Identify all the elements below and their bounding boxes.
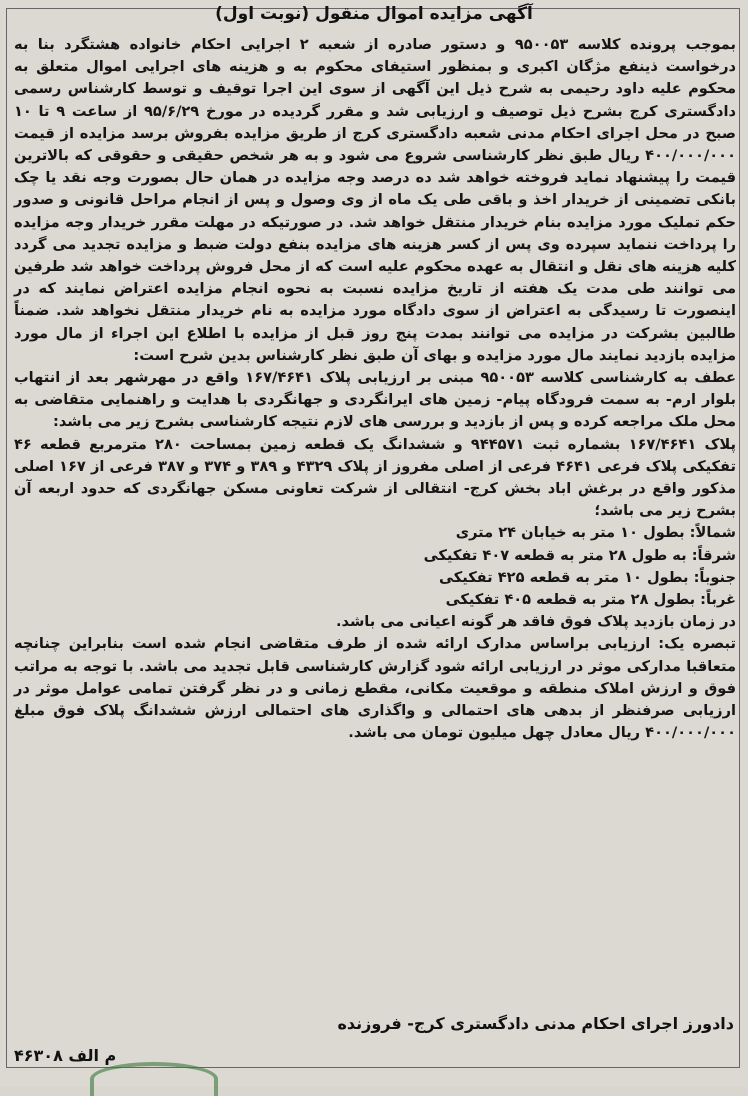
notice-code: م الف ۴۶۳۰۸ xyxy=(14,1046,117,1065)
boundary-west: غرباً: بطول ۲۸ متر به قطعه ۴۰۵ تفکیکی xyxy=(445,591,736,609)
notice-body xyxy=(14,34,736,745)
paragraph-note-one: تبصره یک: ارزیابی براساس مدارک ارائه شده از طرف متقاضی انجام شده است بنابراین چنانچه متعاقبا مدارکی موثر در ارزیابی ارائه شود گزارش کارشناسی قابل تجدید می باشد. با توجه به مراتب فوق و ارزش املاک منطقه و موقعیت مکانی، مقطع زمانی و در نظر گرفتن تمامی عوامل موثر در ارزیابی صرفنظر از بدهی های احتمالی و واگذاری های احتمالی ارزش ششدانگ پلاک فوق مبلغ ۴۰۰/۰۰۰/۰۰۰ ریال معادل چهل میلیون تومان می باشد. xyxy=(14,635,736,742)
boundary-east: شرقاً: به طول ۲۸ متر به قطعه ۴۰۷ تفکیکی xyxy=(423,546,736,564)
notice-title: آگهی مزایده اموال منقول (نوبت اول) xyxy=(215,4,533,24)
paragraph-expert-reference: عطف به کارشناسی کلاسه ۹۵۰۰۵۳ مبنی بر ارزیابی پلاک ۱۶۷/۴۶۴۱ واقع در مهرشهر بعد از انتهاب بلوار ارم- به سمت فرودگاه پیام- زمین های ایرانگردی و جهانگردی با هدایت و راهنمایی متقاضی به محل ملک مراجعه کرده و پس از بازدید و بررسی های لازم نتیجه کارشناسی بشرح زیر می باشد: xyxy=(14,369,736,431)
green-stamp-mark xyxy=(90,1062,218,1096)
paragraph-plot-description: پلاک ۱۶۷/۴۶۴۱ بشماره ثبت ۹۴۴۵۷۱ و ششدانگ یک قطعه زمین بمساحت ۲۸۰ مترمربع قطعه ۴۶ تفکیکی پلاک فرعی ۴۶۴۱ فرعی از اصلی مفروز از پلاک ۴۳۲۹ و ۳۸۹ و ۳۷۴ و ۳۸۷ فرعی از ۱۶۷ اصلی مذکور واقع در برغش اباد بخش کرج- انتقالی از شرکت تعاونی مسکن جهانگردی که حدود اربعه آن بشرح زیر می باشد؛ xyxy=(14,435,736,520)
boundary-south: جنوباً: بطول ۱۰ متر به قطعه ۴۲۵ تفکیکی xyxy=(438,568,736,586)
paragraph-auction-terms: بموجب پرونده کلاسه ۹۵۰۰۵۳ و دستور صادره از شعبه ۲ اجرایی احکام خانواده هشتگرد بنا به درخواست ذینفع مژگان اکبری و بمنظور استیفای محکوم به و هزینه های اجرایی اموال متعلق به محکوم علیه داود رحیمی به شرح ذیل این آگهی از سوی این اجرا توقیف و توسط کارشناس رسمی دادگستری کرج بشرح ذیل توصیف و ارزیابی شد و مقرر گردیده در مورخ ۹۵/۶/۲۹ از ساعت ۹ تا ۱۰ صبح در محل اجرای احکام مدنی شعبه دادگستری کرج از طریق مزایده بفروش برسد مزایده از قیمت ۴۰۰/۰۰۰/۰۰۰ ریال طبق نظر کارشناسی شروع می شود و به هر شخص حقیقی و حقوقی که بالاترین قیمت را پیشنهاد نماید فروخته خواهد شد ده درصد وجه مزایده در همان حال بصورت وجه نقد یا چک بانکی تضمینی از خریدار اخذ و باقی طی یک ماه از وی وصول و پس از انجام مراحل قانونی و صدور حکم تملیک مورد مزایده بنام خریدار منتقل خواهد شد. در صورتیکه در مهلت مقرر خریدار وجه مزایده را پرداخت ننماید سپرده وی پس از کسر هزینه های مزایده بنفع دولت ضبط و مزایده تجدید می گردد کلیه هزینه های نقل و انتقال به عهده محکوم علیه است که از محل فروش پرداخت خواهد شد طرفین می توانند طی مدت یک هفته از تاریخ مزایده نسبت به نحوه انجام مزایده اعتراض نمایند که در اینصورت تا رسیدگی به اعتراض از سوی دادگاه مورد مزایده به نام خریدار منتقل نخواهد شد. ضمناً طالبین بشرکت در مزایده می توانند بمدت پنج روز قبل از مزایده با اطلاع این اجراء از مال مورد مزایده بازدید نمایند مال مورد مزایده و بهای آن طبق نظر کارشناس بدین شرح است: xyxy=(14,36,737,364)
signature-line: دادورز اجرای احکام مدنی دادگستری کرج- فروزنده xyxy=(337,1014,734,1033)
boundary-north: شمالاً: بطول ۱۰ متر به خیابان ۲۴ متری xyxy=(455,524,736,542)
paragraph-no-building: در زمان بازدید پلاک فوق فاقد هر گونه اعیانی می باشد. xyxy=(335,613,736,631)
